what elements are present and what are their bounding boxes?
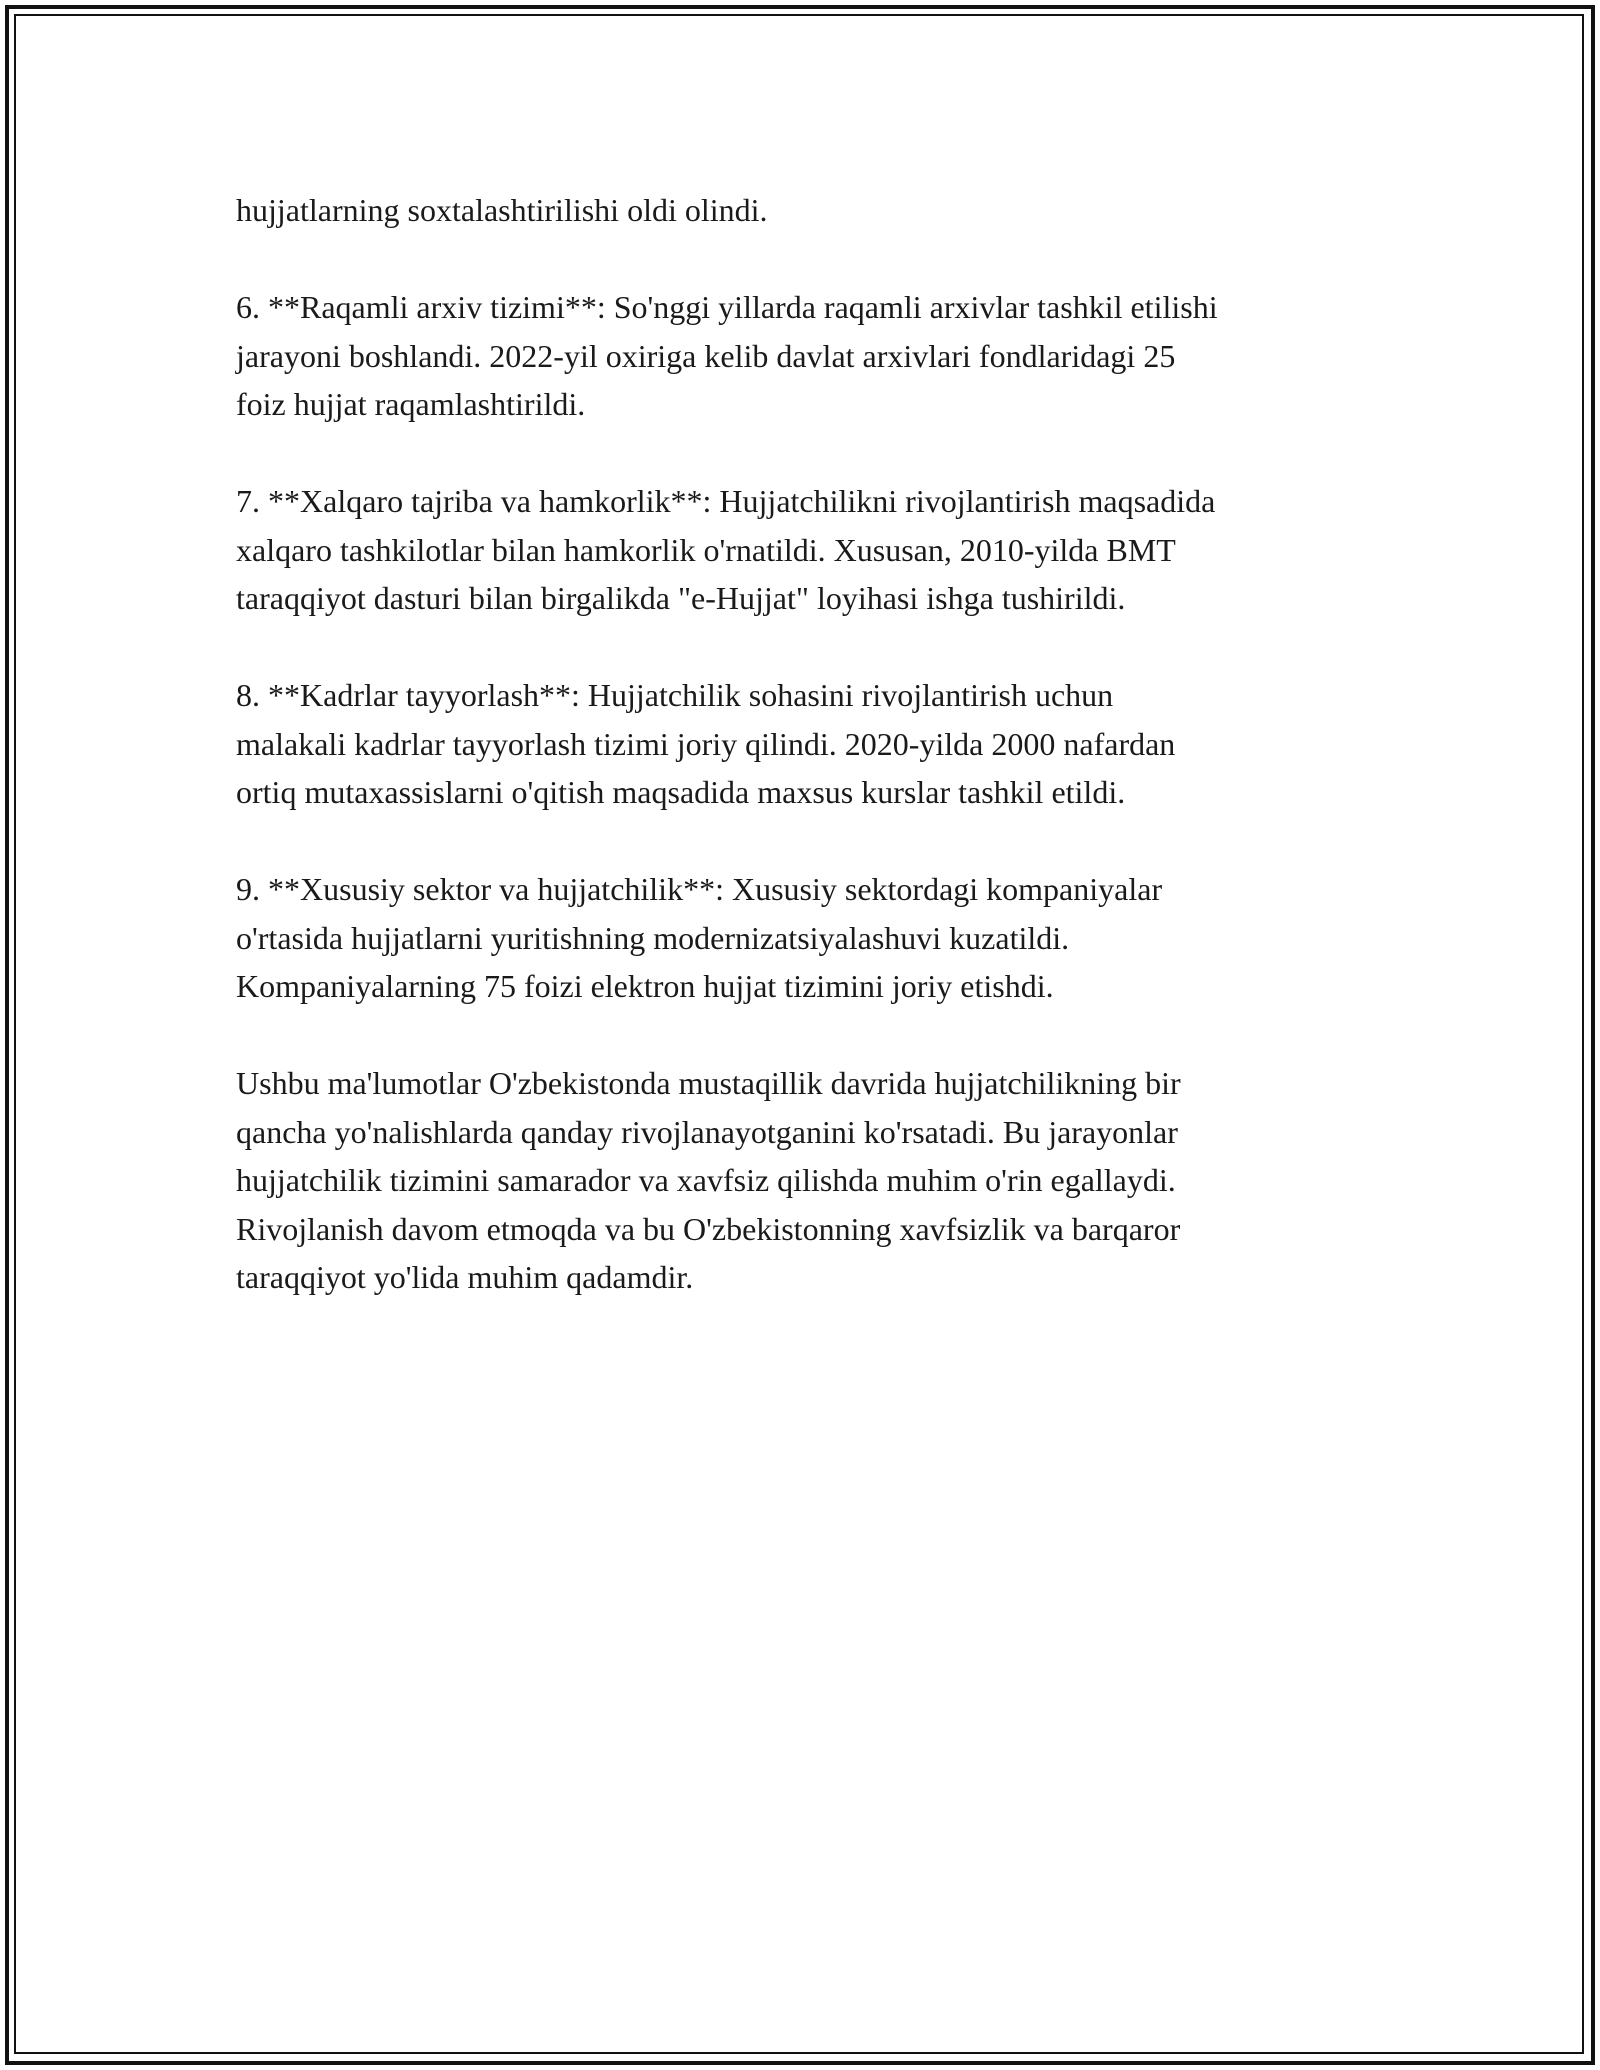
paragraph-conclusion: Ushbu ma'lumotlar O'zbekistonda mustaqillik davrida hujjatchilikning bir qancha yo'nalishlarda qanday rivojlanayotganini ko'rsatadi. Bu jarayonlar hujjatchilik tizimini samarador va xavfsiz qilishda muhim o'rin egallaydi. Rivojlanish davom etmoqda va bu O'zbekistonning xavfsizlik va barqaror taraqqiyot yo'lida muhim qadamdir.: [236, 1065, 1181, 1295]
paragraph-item-6: 6. **Raqamli arxiv tizimi**: So'nggi yillarda raqamli arxivlar tashkil etilishi jarayoni boshlandi. 2022-yil oxiriga kelib davlat arxivlari fondlaridagi 25 foiz hujjat raqamlashtirildi.: [236, 289, 1218, 422]
paragraph-item-8: 8. **Kadrlar tayyorlash**: Hujjatchilik sohasini rivojlantirish uchun malakali kadrlar tayyorlash tizimi joriy qilindi. 2020-yilda 2000 nafardan ortiq mutaxassislarni o'qitish maqsadida maxsus kurslar tashkil etildi.: [236, 677, 1176, 810]
paragraph-continuation: hujjatlarning soxtalashtirilishi oldi olindi.: [236, 192, 768, 228]
document-body: [236, 186, 1376, 1350]
paragraph-item-7: 7. **Xalqaro tajriba va hamkorlik**: Hujjatchilikni rivojlantirish maqsadida xalqaro tashkilotlar bilan hamkorlik o'rnatildi. Xususan, 2010-yilda BMT taraqqiyot dasturi bilan birgalikda "e-Hujjat" loyihasi ishga tushirildi.: [236, 483, 1216, 616]
paragraph-item-9: 9. **Xususiy sektor va hujjatchilik**: Xususiy sektordagi kompaniyalar o'rtasida hujjatlarni yuritishning modernizatsiyalashuvi kuzatildi. Kompaniyalarning 75 foizi elektron hujjat tizimini joriy etishdi.: [236, 871, 1163, 1004]
